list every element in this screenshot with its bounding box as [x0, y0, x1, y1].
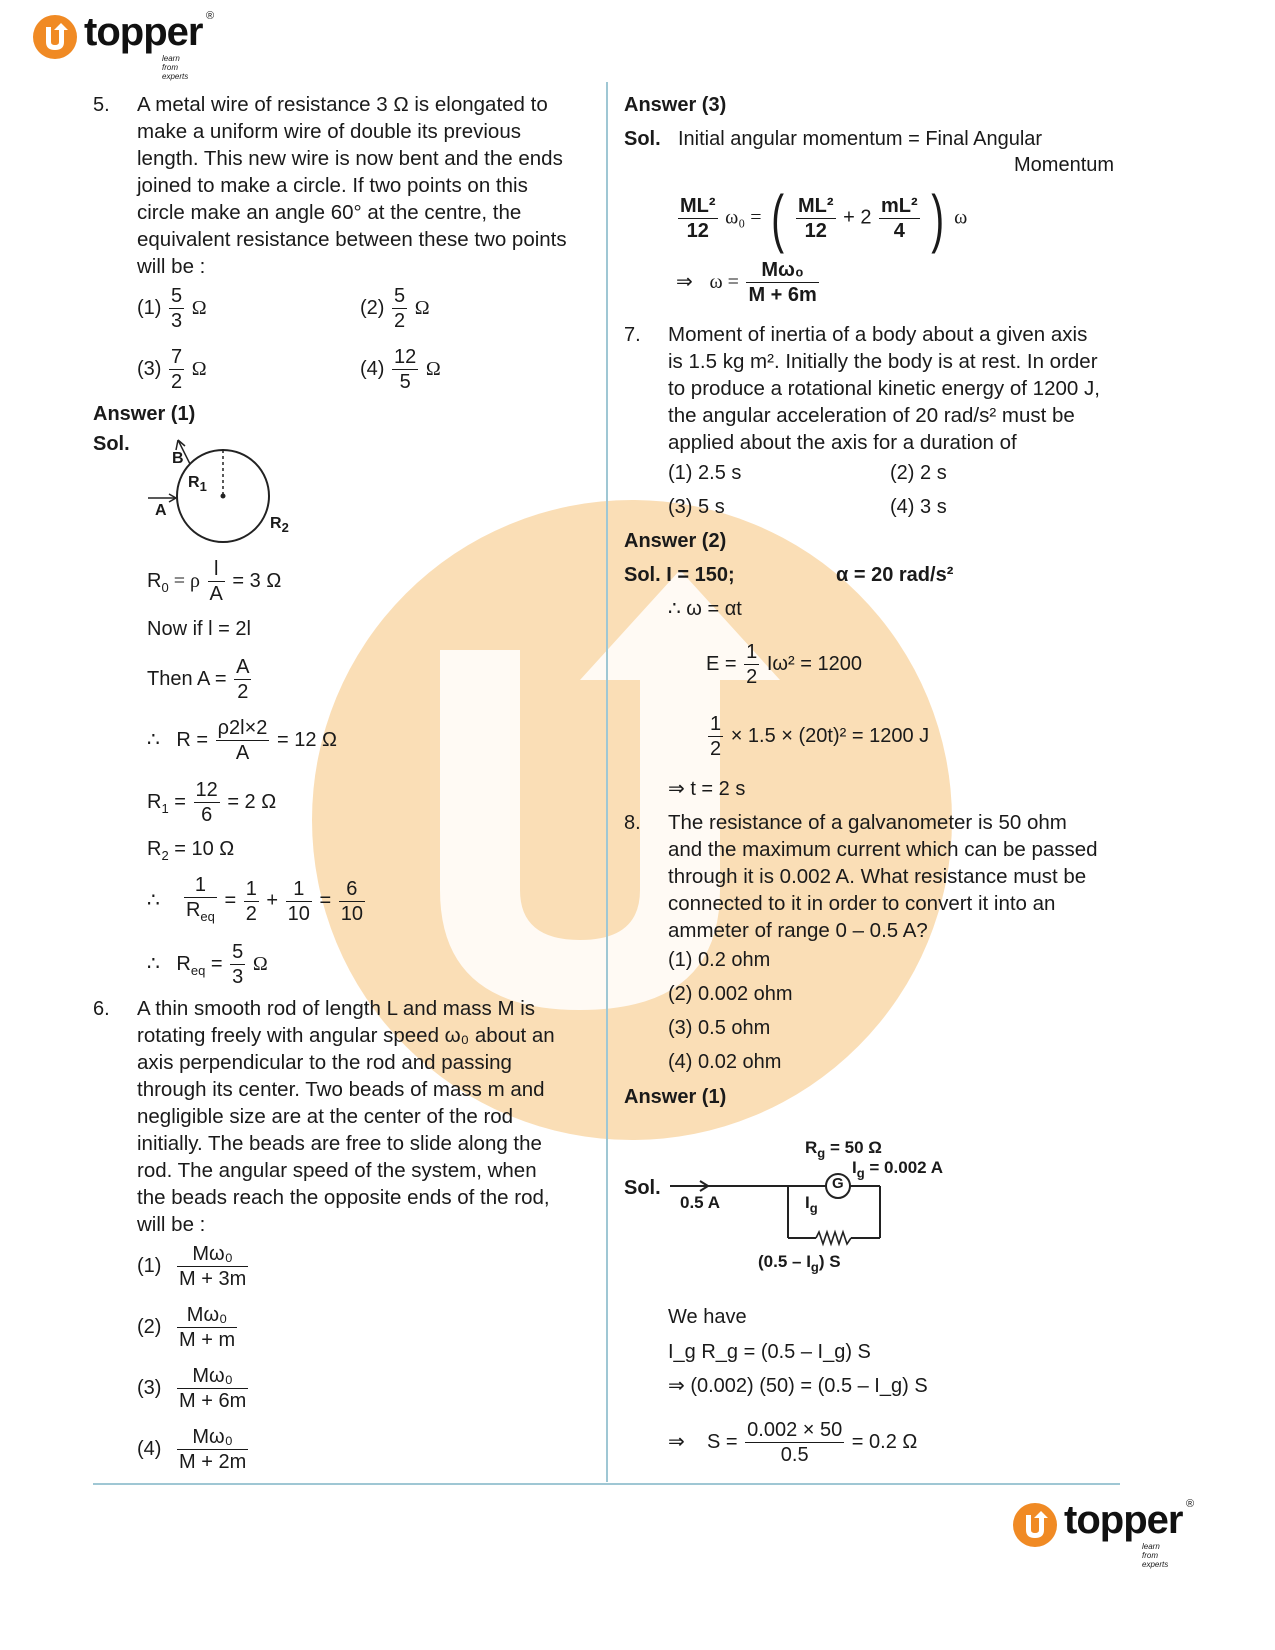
q5-option-1[interactable]: (1) $\frac{5}{3}$ Ω: [137, 285, 207, 332]
q7-step-result: ⇒ t = 2 s: [668, 778, 746, 800]
footer-brand-name: topper: [1064, 1498, 1183, 1542]
q5-option-3[interactable]: (3) $\frac{7}{2}$ Ω: [137, 346, 207, 393]
q5-number: 5.: [93, 94, 110, 116]
q5-step-req: ∴ $\frac{1}{R_{eq}}$ = $\frac{1}{2}$ + $\frac{1}{10}$ = $\frac{6}{10}$: [147, 874, 363, 925]
q8-number: 8.: [624, 812, 641, 834]
q7-sol-b: α = 20 rad/s²: [836, 564, 954, 586]
q6-option-1[interactable]: (1) $\frac{\text{Mω₀}}{M + 3m}$: [137, 1243, 247, 1290]
q7-step-omega: ∴ ω = αt: [668, 598, 742, 620]
topper-logo-icon: [1012, 1502, 1058, 1548]
q7-step-energy: E = $\frac{1}{2}$ Iω² = 1200: [706, 641, 862, 688]
q7-option-2[interactable]: (2) 2 s: [890, 462, 947, 484]
q6-text: A thin smooth rod of length L and mass M is rotating freely with angular speed ω₀ about an axis perpendicular to the rod and passing through its center. Two beads of mass m and negligible size are at the center of the rod initially. The beads are free to slide along the rod. The angular speed of the system, when the beads reach the opposite ends of the rod, will be :: [137, 997, 555, 1236]
brand-tagline: learn from experts: [162, 54, 189, 81]
q5-step-then: Then A = $\frac{A}{2}$: [147, 656, 250, 703]
q5-sol-label: Sol.: [93, 433, 130, 455]
q8-input-current: 0.5 A: [680, 1193, 721, 1212]
q5-answer: Answer (1): [93, 403, 196, 425]
q7-option-4[interactable]: (4) 3 s: [890, 496, 947, 518]
topper-logo-icon: [32, 14, 78, 60]
q8-ig-branch: $I_g$: [805, 1193, 818, 1216]
q8-answer: Answer (1): [624, 1086, 727, 1108]
q5-step-r2: $R_2 = 10$ Ω: [147, 838, 235, 863]
q7-step-kinetic: $\frac{1}{2}$ × 1.5 × (20t)² = 1200 J: [710, 713, 930, 760]
q8-ig-label: $I_g = 0.002$ A: [852, 1158, 943, 1181]
q5-fig-b: B: [172, 450, 184, 467]
q7-answer: Answer (2): [624, 530, 727, 552]
q8-shunt-label: $(0.5 - I_g)$ S: [758, 1252, 841, 1275]
q8-galvanometer-label: G: [832, 1175, 844, 1192]
q7-option-1[interactable]: (1) 2.5 s: [668, 462, 742, 484]
q5-fig-r2: $R_2$: [270, 515, 289, 536]
q8-rg-label: $R_g = 50$ Ω: [805, 1138, 882, 1161]
q8-text: The resistance of a galvanometer is 50 ohm and the maximum current which can be passed through it is 0.002 A. What resistance must be connected to it in order to convert it into an ammeter of range 0 – 0.5 A?: [668, 811, 1098, 942]
q7-option-3[interactable]: (3) 5 s: [668, 496, 725, 518]
q5-step-r0: $R_0 = \rho$ $\frac{l}{A}$ = 3 Ω: [147, 558, 282, 605]
q7-number: 7.: [624, 324, 641, 346]
q8-sol-label: Sol.: [624, 1177, 661, 1199]
q6-sol-text2: Momentum: [1014, 154, 1115, 176]
q5-step-final: ∴ $R_{eq}$ = $\frac{5}{3}$ Ω: [147, 941, 268, 988]
q6-option-3[interactable]: (3) $\frac{\text{Mω₀}}{M + 6m}$: [137, 1365, 247, 1412]
column-divider: [606, 82, 608, 1482]
footer-brand-tagline: learn from experts: [1142, 1542, 1169, 1569]
q8-option-2[interactable]: (2) 0.002 ohm: [668, 983, 793, 1005]
q6-eq-omega: ⇒ ω = $\frac{\text{Mω₀}}{M + 6m}$: [676, 259, 817, 306]
q6-sol-label: Sol.: [624, 128, 661, 150]
q8-option-1[interactable]: (1) 0.2 ohm: [668, 949, 771, 971]
q6-option-4[interactable]: (4) $\frac{\text{Mω₀}}{M + 2m}$: [137, 1426, 247, 1473]
q6-option-2[interactable]: (2) $\frac{\text{Mω₀}}{M + m}$: [137, 1304, 236, 1351]
q5-option-4[interactable]: (4) $\frac{12}{5}$ Ω: [360, 346, 441, 393]
watermark-u-logo: [430, 560, 850, 1030]
q8-eq-1: I_g R_g = (0.5 – I_g) S: [668, 1341, 871, 1363]
brand-name: topper: [84, 10, 203, 54]
q8-eq-result: ⇒ S = $\frac{0.002 \times 50}{0.5}$ = 0.2 Ω: [668, 1419, 918, 1466]
q8-eq-2: ⇒ (0.002) (50) = (0.5 – I_g) S: [668, 1375, 928, 1397]
q7-sol-a: Sol. I = 150;: [624, 564, 735, 586]
q8-option-4[interactable]: (4) 0.02 ohm: [668, 1051, 782, 1073]
q8-option-3[interactable]: (3) 0.5 ohm: [668, 1017, 771, 1039]
q5-fig-a: A: [155, 502, 167, 519]
q7-text: Moment of inertia of a body about a given axis is 1.5 kg m². Initially the body is at rest. In order to produce a rotational kinetic energy of 1200 J, the angular acceleration of 20 rad/s² must be applied about the axis for a duration of: [668, 323, 1100, 454]
q5-step-r1: $R_1$ = $\frac{12}{6}$ = 2 Ω: [147, 779, 277, 826]
q5-step-now: Now if l = 2l: [147, 618, 251, 640]
q6-sol-text: Initial angular momentum = Final Angular: [678, 128, 1043, 150]
q5-fig-r1: $R_1$: [188, 474, 207, 495]
q5-step-r: ∴ R = $\frac{\rho 2l\times 2}{A}$ = 12 Ω: [147, 717, 337, 764]
q6-number: 6.: [93, 998, 110, 1020]
q5-option-2[interactable]: (2) $\frac{5}{2}$ Ω: [360, 285, 430, 332]
footer-brand-reg: ®: [1186, 1498, 1195, 1510]
q6-eq-momentum: $\frac{\text{ML²}}{12}$ ω₀ = ( $\frac{\text{ML²}}{12}$ + 2 $\frac{\text{mL²}}{4}$ ) ω: [680, 182, 968, 254]
brand-reg: ®: [206, 10, 215, 22]
footer-rule: [93, 1483, 1120, 1485]
q8-we-have: We have: [668, 1306, 747, 1328]
q6-answer: Answer (3): [624, 94, 727, 116]
q5-text: A metal wire of resistance 3 Ω is elongated to make a uniform wire of double its previous length. This new wire is now bent and the ends joined to make a circle. If two points on this circle make an angle 60° at the centre, the equivalent resistance between these two points will be :: [137, 93, 567, 278]
